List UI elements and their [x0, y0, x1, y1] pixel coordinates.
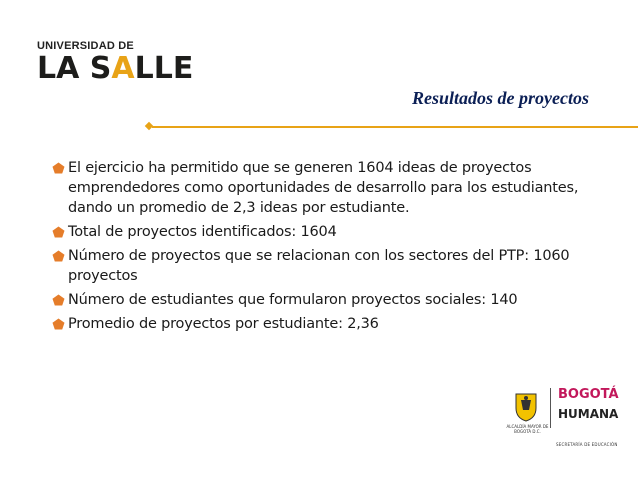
- bullet-item: [52, 290, 612, 310]
- pentagon-bullet-icon: [52, 250, 65, 262]
- footer-divider: [550, 388, 551, 428]
- bullet-text: Promedio de proyectos por estudiante: 2,36: [68, 316, 379, 332]
- bogota-wordmark: BOGOTÁ: [558, 387, 619, 402]
- bullet-list: [52, 158, 612, 338]
- pentagon-bullet-icon: [52, 162, 65, 174]
- bullet-item: [52, 222, 612, 242]
- logo-part-2: LLE: [134, 51, 194, 86]
- bullet-text: El ejercicio ha permitido que se generen 1604 ideas de proyectos emprendedores como oportunidades de desarrollo para los estudiantes, dando un promedio de 2,3 ideas por estudiante.: [68, 160, 579, 216]
- university-logo: [37, 40, 193, 84]
- pentagon-bullet-icon: [52, 226, 65, 238]
- pentagon-bullet-icon: [52, 318, 65, 330]
- bullet-item: [52, 158, 612, 218]
- humana-wordmark: HUMANA: [558, 407, 619, 421]
- logo-accent-letter: A: [111, 51, 135, 86]
- bogota-coat-of-arms-icon: [512, 390, 540, 422]
- bullet-text: Total de proyectos identificados: 1604: [68, 224, 337, 240]
- bullet-text: Número de estudiantes que formularon proyectos sociales: 140: [68, 292, 518, 308]
- slide-title: Resultados de proyectos: [412, 88, 589, 108]
- bullet-text: Número de proyectos que se relacionan con los sectores del PTP: 1060 proyectos: [68, 248, 570, 284]
- bullet-item: [52, 246, 612, 286]
- logo-university-label: UNIVERSIDAD DE: [37, 40, 134, 52]
- logo-lasalle-wordmark: [37, 51, 194, 86]
- bullet-item: [52, 314, 612, 334]
- secretaria-label: SECRETARÍA DE EDUCACIÓN: [556, 442, 618, 447]
- pentagon-bullet-icon: [52, 294, 65, 306]
- logo-part-1: LA S: [37, 51, 112, 86]
- title-underline: [152, 126, 638, 128]
- alcaldia-label: ALCALDÍA MAYOR DE BOGOTÁ D.C.: [506, 424, 549, 434]
